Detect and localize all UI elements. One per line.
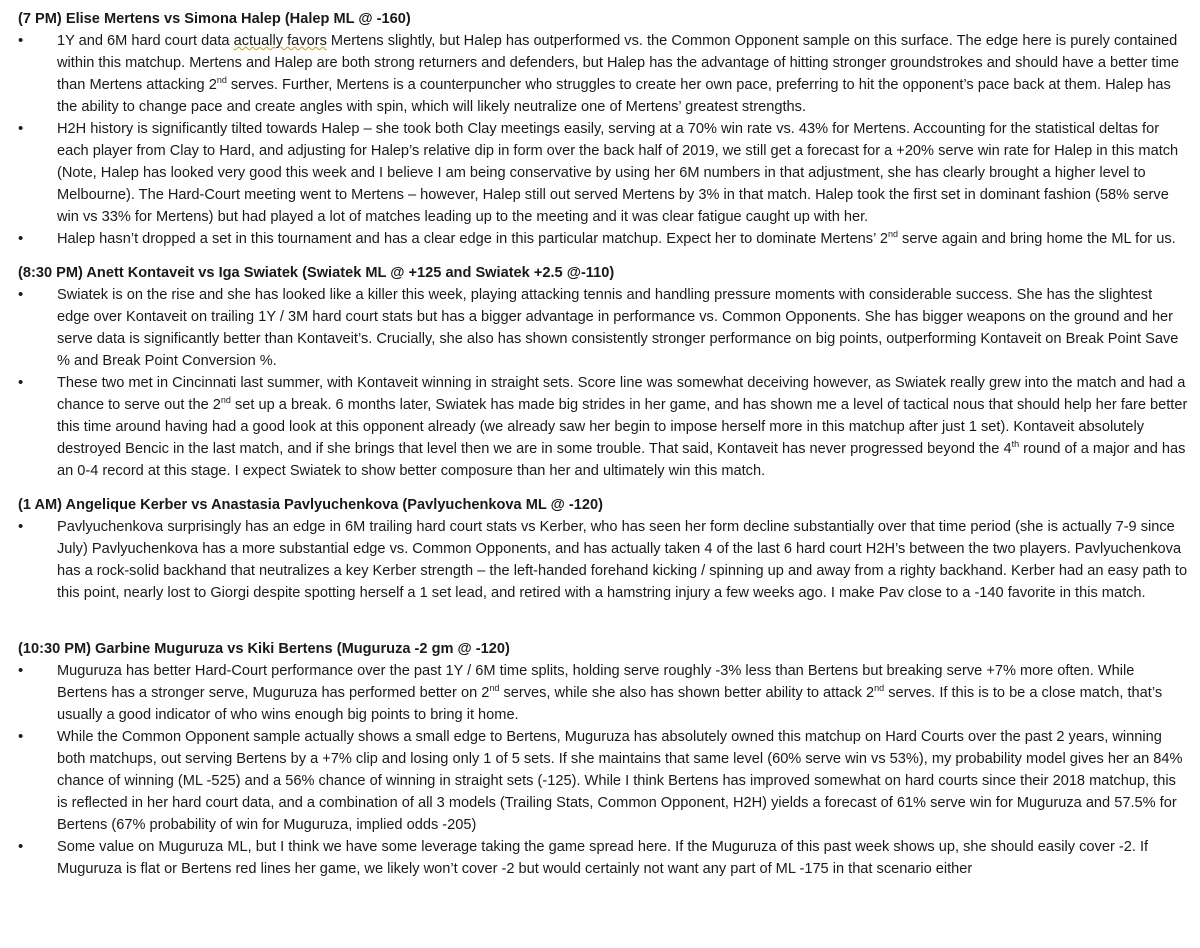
- bullet-item: • While the Common Opponent sample actually shows a small edge to Bertens, Muguruza has absolutely owned this matchup on Hard Courts over the past 2 years, winning both matchups, out serving Bertens by a +7% clip and losing only 1 of 5 sets. If she maintains that same level (60% serve win vs 53%), my probability model gives her an 84% chance of winning (ML -525) and a 56% chance of winning in straight sets (-125). While I think Bertens has improved somewhat on hard courts since their 2018 matchup, this is reflected in her hard court data, and a combination of all 3 models (Trailing Stats, Common Opponent, H2H) yields a forecast of 61% serve win for Muguruza and 57.5% for Bertens (67% probability of win for Muguruza, implied odds -205): [18, 726, 1188, 836]
- match-section-kerber-pavlyuchenkova: [18, 494, 1188, 604]
- bullet-list: [18, 516, 1188, 604]
- ordinal-superscript: nd: [874, 683, 885, 694]
- section-spacer: [18, 482, 1188, 494]
- bullet-item: • These two met in Cincinnati last summer, with Kontaveit winning in straight sets. Score line was somewhat deceiving however, as Swiatek really grew into the match and had a chance to serve out the 2nd set up a break. 6 months later, Swiatek has made big strides in her game, and has shown me a level of tactical nous that should help her fare better this time around having had a good look at this opponent already (we already saw her begin to impose herself more in this matchup after just 1 set). Kontaveit absolutely destroyed Bencic in the last match, and if she brings that level then we are in some trouble. That said, Kontaveit has never progressed beyond the 4th round of a major and has an 0-4 record at this stage. I expect Swiatek to show better composure than her and ultimately win this match.: [18, 372, 1188, 482]
- bullet-item: • 1Y and 6M hard court data actually favors Mertens slightly, but Halep has outperformed vs. the Common Opponent sample on this surface. The edge here is purely contained within this matchup. Mertens and Halep are both strong returners and defenders, but Halep has the advantage of hitting stronger groundstrokes and should have a better time than Mertens attacking 2nd serves. Further, Mertens is a counterpuncher who struggles to create her own pace, preferring to hit the opponent’s pace back at them. Halep has the ability to change pace and create angles with spin, which will likely neutralize one of Mertens’ greatest strengths.: [18, 30, 1188, 118]
- ordinal-superscript: nd: [220, 395, 231, 406]
- match-heading: (7 PM) Elise Mertens vs Simona Halep (Halep ML @ -160): [18, 11, 411, 27]
- match-heading: (10:30 PM) Garbine Muguruza vs Kiki Bertens (Muguruza -2 gm @ -120): [18, 641, 510, 657]
- bullet-list: [18, 30, 1188, 250]
- match-heading: (1 AM) Angelique Kerber vs Anastasia Pavlyuchenkova (Pavlyuchenkova ML @ -120): [18, 497, 603, 513]
- bullet-item: • Swiatek is on the rise and she has looked like a killer this week, playing attacking tennis and handling pressure moments with considerable success. She has the slightest edge over Kontaveit on trailing 1Y / 3M hard court stats but has a bigger advantage in performance vs. Common Opponents. She has bigger weapons on the ground and her serve data is significantly better than Kontaveit’s. Crucially, she also has shown consistently stronger performance on big points, outperforming Kontaveit on Break Point Save % and Break Point Conversion %.: [18, 284, 1188, 372]
- section-spacer: [18, 250, 1188, 262]
- bullet-list: [18, 284, 1188, 482]
- ordinal-superscript: nd: [216, 75, 227, 86]
- ordinal-superscript: nd: [887, 229, 898, 240]
- bullet-item: • Halep hasn’t dropped a set in this tournament and has a clear edge in this particular matchup. Expect her to dominate Mertens’ 2nd serve again and bring home the ML for us.: [18, 228, 1188, 250]
- ordinal-superscript: th: [1011, 439, 1020, 450]
- match-section-muguruza-bertens: [18, 638, 1188, 880]
- bullet-item: • Some value on Muguruza ML, but I think we have some leverage taking the game spread here. If the Muguruza of this past week shows up, she should easily cover -2. If Muguruza is flat or Bertens red lines her game, we likely won’t cover -2 but would certainly not want any part of ML -175 in that scenario either: [18, 836, 1188, 880]
- spellcheck-underlined-text: actually favors: [233, 33, 327, 49]
- match-heading: (8:30 PM) Anett Kontaveit vs Iga Swiatek (Swiatek ML @ +125 and Swiatek +2.5 @-110): [18, 265, 615, 281]
- bullet-item: • Pavlyuchenkova surprisingly has an edge in 6M trailing hard court stats vs Kerber, who has seen her form decline substantially over that time period (she is actually 7-9 since July) Pavlyuchenkova has a more substantial edge vs. Common Opponents, and has actually taken 4 of the last 6 hard court H2H’s between the two players. Pavlyuchenkova has a rock-solid backhand that neutralizes a key Kerber strength – the left-handed forehand kicking / spinning up and away from a righty backhand. Kerber had an easy path to this point, nearly lost to Giorgi despite spotting herself a 1 set lead, and retired with a hamstring injury a few weeks ago. I make Pav close to a -140 favorite in this match.: [18, 516, 1188, 604]
- section-spacer: [18, 604, 1188, 638]
- bullet-list: [18, 660, 1188, 880]
- match-section-mertens-halep: [18, 8, 1188, 250]
- bullet-item: • H2H history is significantly tilted towards Halep – she took both Clay meetings easily, serving at a 70% win rate vs. 43% for Mertens. Accounting for the statistical deltas for each player from Clay to Hard, and adjusting for Halep’s relative dip in form over the back half of 2019, we still get a forecast for a +20% serve win rate for Halep in this match (Note, Halep has looked very good this week and I believe I am being conservative by using her 6M numbers in that adjustment, she has clearly brought a higher level to Melbourne). The Hard-Court meeting went to Mertens – however, Halep still out served Mertens by 3% in that match. Halep took the first set in dominant fashion (58% serve win vs 33% for Mertens) but had played a lot of matches leading up to the meeting and it was clear fatigue caught up with her.: [18, 118, 1188, 228]
- ordinal-superscript: nd: [489, 683, 500, 694]
- bullet-item: • Muguruza has better Hard-Court performance over the past 1Y / 6M time splits, holding serve roughly -3% less than Bertens but breaking serve +7% more often. While Bertens has a stronger serve, Muguruza has performed better on 2nd serves, while she also has shown better ability to attack 2nd serves. If this is to be a close match, that’s usually a good indicator of who wins enough big points to bring it home.: [18, 660, 1188, 726]
- match-section-kontaveit-swiatek: [18, 262, 1188, 482]
